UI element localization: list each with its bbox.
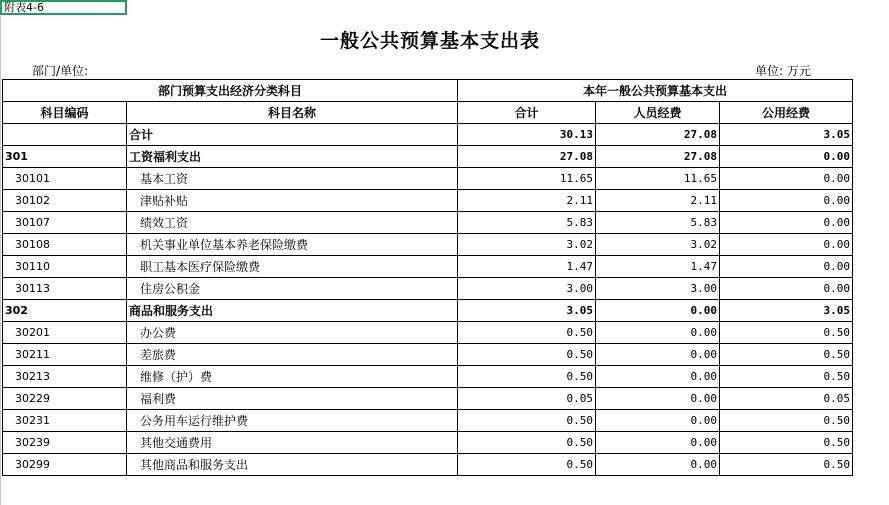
row-total-cell[interactable]: 0.50 [458, 344, 596, 366]
row-total-cell[interactable]: 0.50 [458, 432, 596, 454]
table-row [3, 388, 853, 410]
row-code-cell[interactable]: 301 [3, 146, 127, 168]
row-total-cell[interactable]: 30.13 [458, 124, 596, 146]
row-code-cell[interactable]: 30299 [3, 454, 127, 476]
row-code-cell[interactable]: 30113 [3, 278, 127, 300]
table-row [3, 454, 853, 476]
row-personnel-cell[interactable]: 1.47 [596, 256, 720, 278]
row-name-cell[interactable]: 职工基本医疗保险缴费 [127, 256, 458, 278]
row-total-cell[interactable]: 1.47 [458, 256, 596, 278]
table-row [3, 410, 853, 432]
row-personnel-cell[interactable]: 11.65 [596, 168, 720, 190]
row-public-cell[interactable]: 3.05 [720, 300, 853, 322]
unit-label: 单位: 万元 [755, 64, 811, 78]
table-row [3, 278, 853, 300]
header-current-year-expenditure: 本年一般公共预算基本支出 [458, 80, 853, 102]
row-code-cell[interactable]: 30213 [3, 366, 127, 388]
row-public-cell[interactable]: 0.50 [720, 344, 853, 366]
sheet-left-border [0, 16, 1, 505]
row-code-cell[interactable] [3, 124, 127, 146]
row-public-cell[interactable]: 0.00 [720, 278, 853, 300]
row-total-cell[interactable]: 27.08 [458, 146, 596, 168]
header-public: 公用经费 [720, 102, 853, 124]
row-name-cell[interactable]: 绩效工资 [127, 212, 458, 234]
row-code-cell[interactable]: 30108 [3, 234, 127, 256]
row-name-cell[interactable]: 差旅费 [127, 344, 458, 366]
row-code-cell[interactable]: 30231 [3, 410, 127, 432]
row-public-cell[interactable]: 0.00 [720, 168, 853, 190]
row-total-cell[interactable]: 0.50 [458, 410, 596, 432]
table-row [3, 146, 853, 168]
row-name-cell[interactable]: 机关事业单位基本养老保险缴费 [127, 234, 458, 256]
table-row [3, 322, 853, 344]
row-code-cell[interactable]: 30110 [3, 256, 127, 278]
row-public-cell[interactable]: 0.50 [720, 322, 853, 344]
row-public-cell[interactable]: 0.50 [720, 410, 853, 432]
header-total: 合计 [458, 102, 596, 124]
row-name-cell[interactable]: 合计 [127, 124, 458, 146]
header-row-columns [3, 102, 853, 124]
row-code-cell[interactable]: 30201 [3, 322, 127, 344]
row-personnel-cell[interactable]: 27.08 [596, 124, 720, 146]
table-row [3, 124, 853, 146]
row-name-cell[interactable]: 公务用车运行维护费 [127, 410, 458, 432]
table-row [3, 366, 853, 388]
table-row [3, 344, 853, 366]
row-personnel-cell[interactable]: 3.00 [596, 278, 720, 300]
row-code-cell[interactable]: 302 [3, 300, 127, 322]
row-public-cell[interactable]: 0.05 [720, 388, 853, 410]
row-personnel-cell[interactable]: 0.00 [596, 322, 720, 344]
row-personnel-cell[interactable]: 0.00 [596, 300, 720, 322]
row-personnel-cell[interactable]: 0.00 [596, 432, 720, 454]
row-code-cell[interactable]: 30239 [3, 432, 127, 454]
row-total-cell[interactable]: 0.50 [458, 454, 596, 476]
row-total-cell[interactable]: 3.00 [458, 278, 596, 300]
row-total-cell[interactable]: 3.02 [458, 234, 596, 256]
row-name-cell[interactable]: 津贴补贴 [127, 190, 458, 212]
row-personnel-cell[interactable]: 0.00 [596, 388, 720, 410]
row-code-cell[interactable]: 30107 [3, 212, 127, 234]
row-total-cell[interactable]: 0.50 [458, 322, 596, 344]
header-code: 科目编码 [3, 102, 127, 124]
row-name-cell[interactable]: 基本工资 [127, 168, 458, 190]
row-name-cell[interactable]: 其他交通费用 [127, 432, 458, 454]
row-total-cell[interactable]: 0.50 [458, 366, 596, 388]
row-name-cell[interactable]: 福利费 [127, 388, 458, 410]
row-personnel-cell[interactable]: 0.00 [596, 366, 720, 388]
table-row [3, 212, 853, 234]
row-public-cell[interactable]: 3.05 [720, 124, 853, 146]
row-code-cell[interactable]: 30211 [3, 344, 127, 366]
row-personnel-cell[interactable]: 27.08 [596, 146, 720, 168]
row-total-cell[interactable]: 11.65 [458, 168, 596, 190]
page-title: 一般公共预算基本支出表 [319, 30, 540, 52]
row-code-cell[interactable]: 30101 [3, 168, 127, 190]
row-total-cell[interactable]: 5.83 [458, 212, 596, 234]
row-personnel-cell[interactable]: 0.00 [596, 454, 720, 476]
department-label: 部门/单位: [32, 64, 89, 78]
row-name-cell[interactable]: 住房公积金 [127, 278, 458, 300]
row-personnel-cell[interactable]: 0.00 [596, 410, 720, 432]
row-public-cell[interactable]: 0.00 [720, 212, 853, 234]
row-name-cell[interactable]: 办公费 [127, 322, 458, 344]
row-name-cell[interactable]: 其他商品和服务支出 [127, 454, 458, 476]
row-name-cell[interactable]: 商品和服务支出 [127, 300, 458, 322]
row-public-cell[interactable]: 0.50 [720, 432, 853, 454]
header-row-group [3, 80, 853, 102]
row-personnel-cell[interactable]: 3.02 [596, 234, 720, 256]
table-row [3, 190, 853, 212]
table-row [3, 234, 853, 256]
row-public-cell[interactable]: 0.00 [720, 234, 853, 256]
row-code-cell[interactable]: 30102 [3, 190, 127, 212]
row-public-cell[interactable]: 0.00 [720, 256, 853, 278]
row-personnel-cell[interactable]: 2.11 [596, 190, 720, 212]
row-public-cell[interactable]: 0.00 [720, 146, 853, 168]
selected-cell-reference[interactable]: 附表4-6 [0, 0, 127, 15]
row-public-cell[interactable]: 0.50 [720, 366, 853, 388]
row-public-cell[interactable]: 0.50 [720, 454, 853, 476]
table-row [3, 168, 853, 190]
row-name-cell[interactable]: 工资福利支出 [127, 146, 458, 168]
row-name-cell[interactable]: 维修（护）费 [127, 366, 458, 388]
header-economic-category: 部门预算支出经济分类科目 [3, 80, 458, 102]
header-name: 科目名称 [127, 102, 458, 124]
header-personnel: 人员经费 [596, 102, 720, 124]
row-personnel-cell[interactable]: 0.00 [596, 344, 720, 366]
row-public-cell[interactable]: 0.00 [720, 190, 853, 212]
row-code-cell[interactable]: 30229 [3, 388, 127, 410]
row-total-cell[interactable]: 3.05 [458, 300, 596, 322]
budget-table [2, 79, 853, 476]
row-total-cell[interactable]: 2.11 [458, 190, 596, 212]
table-row [3, 432, 853, 454]
row-personnel-cell[interactable]: 5.83 [596, 212, 720, 234]
table-row [3, 300, 853, 322]
row-total-cell[interactable]: 0.05 [458, 388, 596, 410]
table-row [3, 256, 853, 278]
